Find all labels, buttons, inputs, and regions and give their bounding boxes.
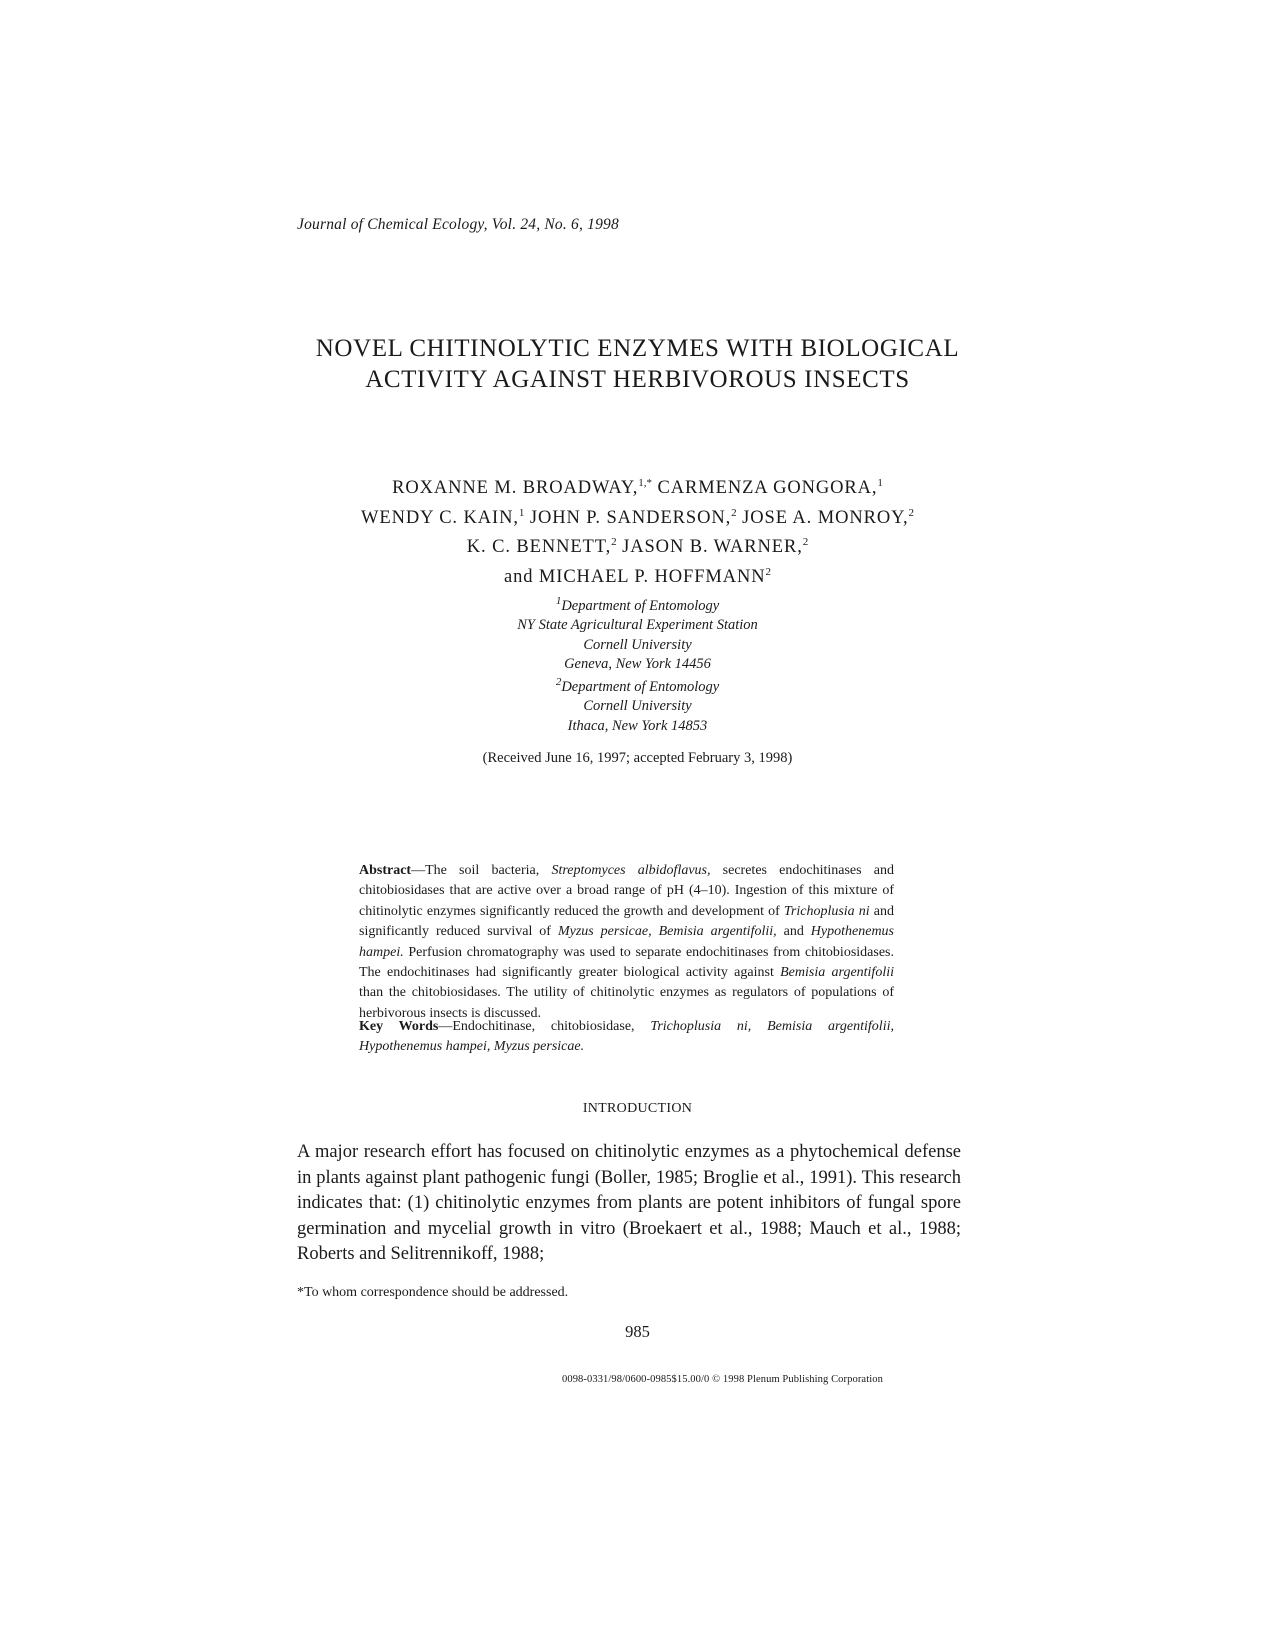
author-name: JOSE A. MONROY, <box>736 507 909 528</box>
title-line: ACTIVITY AGAINST HERBIVOROUS INSECTS <box>365 366 910 393</box>
affiliation-1 <box>0 592 1275 675</box>
page-number: 985 <box>625 1322 650 1341</box>
key-words-label: Key Words <box>359 1019 439 1034</box>
author-name: K. C. BENNETT, <box>466 537 612 558</box>
affiliation-line: Cornell University <box>583 698 692 715</box>
author-line <box>0 501 1275 531</box>
paper-title <box>0 333 1275 395</box>
author-name: WENDY C. KAIN, <box>361 507 519 528</box>
author-name: JOHN P. SANDERSON, <box>524 507 732 528</box>
abstract-label: Abstract <box>359 863 412 878</box>
author-name: and MICHAEL P. HOFFMANN <box>503 567 766 588</box>
author-affiliation-mark: 2 <box>908 506 914 519</box>
author-affiliation-mark: 1 <box>877 477 883 489</box>
footnote: *To whom correspondence should be addressed. <box>297 1285 569 1300</box>
copyright-line: 0098-0331/98/0600-0985$15.00/0 © 1998 Plenum Publishing Corporation <box>562 1374 883 1385</box>
abstract: Abstract—The soil bacteria, Streptomyces albidoflavus, secretes endochitinases and chitobiosidases that are active over a broad range of pH (4–10). Ingestion of this mixture of chitinolytic enzymes significantly reduced the growth and development of Trichoplusia ni and significantly reduced survival of Myzus persicae, Bemisia argentifolii, and Hypothenemus hampei. Perfusion chromatography was used to separate endochitinases from chitobiosidases. The endochitinases had significantly greater biological activity against Bemisia argentifolii than the chitobiosidases. The utility of chitinolytic enzymes as regulators of populations of herbivorous insects is discussed. <box>359 863 895 1021</box>
author-affiliation-mark: 2 <box>611 536 617 549</box>
author-name: ROXANNE M. BROADWAY, <box>392 478 639 499</box>
affiliation-line: Ithaca, New York 14853 <box>567 717 708 734</box>
journal-citation: Journal of Chemical Ecology, Vol. 24, No. 6, 1998 <box>297 216 619 233</box>
author-line <box>0 530 1275 560</box>
author-list <box>0 471 1275 590</box>
affiliation-line: Cornell University <box>583 636 692 653</box>
received-dates: (Received June 16, 1997; accepted February 3, 1998) <box>482 750 793 766</box>
affiliation-line: Department of Entomology <box>561 678 720 695</box>
author-name: CARMENZA GONGORA, <box>652 478 878 499</box>
author-affiliation-mark: 2 <box>765 565 772 578</box>
introduction-paragraph: A major research effort has focused on chitinolytic enzymes as a phytochemical defense in plants against plant pathogenic fungi (Boller, 1985; Broglie et al., 1991). This research indicates that: (1) chitinolytic enzymes from plants are potent inhibitors of fungal spore germination and mycelial growth in vitro (Broekaert et al., 1988; Mauch et al., 1988; Roberts and Selitrennikoff, 1988; <box>297 1142 961 1264</box>
affiliation-mark: 1 <box>555 595 562 607</box>
affiliation-line: Department of Entomology <box>561 597 720 614</box>
author-name: JASON B. WARNER, <box>616 537 803 558</box>
author-line <box>0 560 1275 590</box>
author-line <box>0 471 1275 501</box>
author-affiliation-mark: 2 <box>802 536 809 549</box>
affiliation-2 <box>0 673 1275 736</box>
key-words: Key Words—Endochitinase, chitobiosidase, Trichoplusia ni, Bemisia argentifolii, Hypothenemus hampei, Myzus persicae. <box>359 1019 894 1055</box>
author-affiliation-mark: 2 <box>731 506 737 519</box>
affiliation-mark: 2 <box>555 676 562 688</box>
affiliation-line: Geneva, New York 14456 <box>564 656 711 673</box>
section-heading: INTRODUCTION <box>582 1101 693 1116</box>
author-affiliation-mark: 1 <box>518 506 525 519</box>
author-affiliation-mark: 1,* <box>638 477 653 489</box>
affiliation-line: NY State Agricultural Experiment Station <box>517 617 758 634</box>
title-line: NOVEL CHITINOLYTIC ENZYMES WITH BIOLOGICAL <box>315 335 960 362</box>
